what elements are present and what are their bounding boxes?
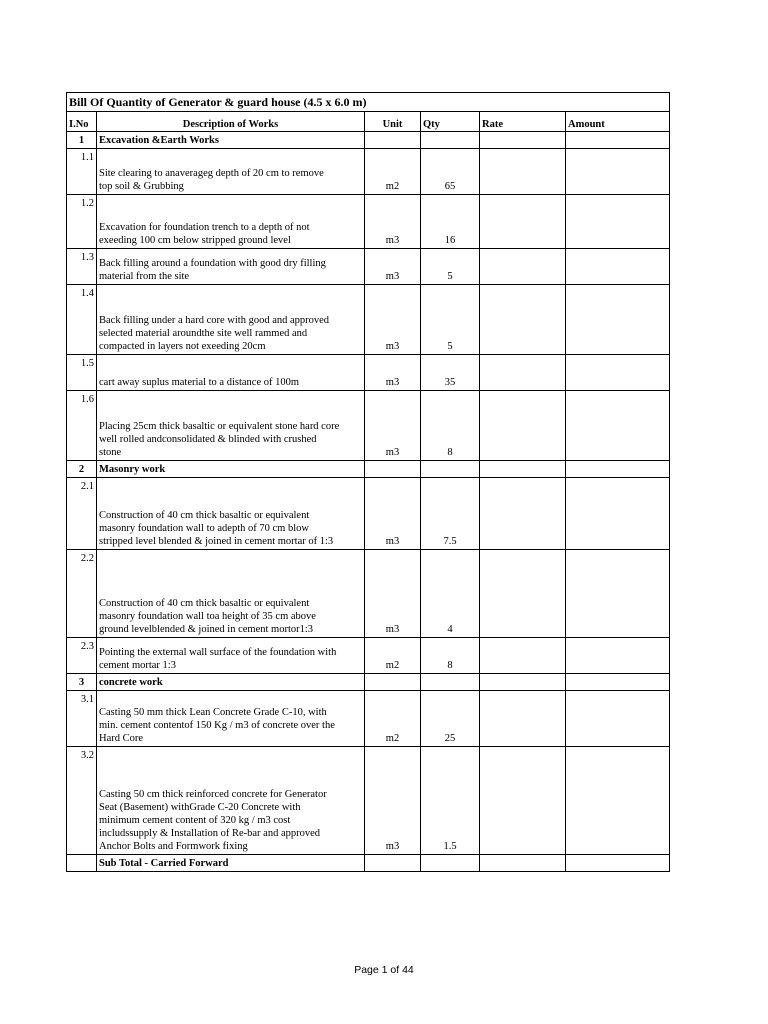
item-unit: m2 bbox=[365, 149, 421, 195]
item-rate bbox=[480, 285, 566, 355]
item-row bbox=[67, 550, 670, 638]
item-rate bbox=[480, 747, 566, 855]
section-number: 1 bbox=[67, 132, 97, 149]
section-title: Masonry work bbox=[97, 461, 365, 478]
item-qty: 5 bbox=[421, 285, 480, 355]
item-amount bbox=[566, 747, 670, 855]
header-description: Description of Works bbox=[97, 112, 365, 132]
item-number: 3.2 bbox=[67, 747, 97, 855]
subtotal-amount bbox=[566, 855, 670, 872]
item-unit: m3 bbox=[365, 355, 421, 391]
item-amount bbox=[566, 355, 670, 391]
item-amount bbox=[566, 149, 670, 195]
item-qty: 1.5 bbox=[421, 747, 480, 855]
item-unit: m3 bbox=[365, 747, 421, 855]
item-row bbox=[67, 747, 670, 855]
item-rate bbox=[480, 195, 566, 249]
item-qty: 7.5 bbox=[421, 478, 480, 550]
item-description: Back filling around a foundation with good dry filling material from the site bbox=[97, 249, 365, 285]
item-qty: 65 bbox=[421, 149, 480, 195]
item-number: 2.2 bbox=[67, 550, 97, 638]
item-row bbox=[67, 691, 670, 747]
item-description: Excavation for foundation trench to a depth of not exeeding 100 cm below stripped ground level bbox=[97, 195, 365, 249]
section-row bbox=[67, 461, 670, 478]
item-description: Casting 50 mm thick Lean Concrete Grade C-10, with min. cement contentof 150 Kg / m3 of concrete over the Hard Core bbox=[97, 691, 365, 747]
item-description: Casting 50 cm thick reinforced concrete for Generator Seat (Basement) withGrade C-20 Concrete with minimum cement content of 320 kg / m3 cost includssupply & Installation of Re-bar and approved Anchor Bolts and Formwork fixing bbox=[97, 747, 365, 855]
item-row bbox=[67, 355, 670, 391]
item-unit: m3 bbox=[365, 195, 421, 249]
item-row bbox=[67, 478, 670, 550]
item-row bbox=[67, 195, 670, 249]
item-qty: 16 bbox=[421, 195, 480, 249]
item-number: 1.5 bbox=[67, 355, 97, 391]
item-row bbox=[67, 638, 670, 674]
item-qty: 5 bbox=[421, 249, 480, 285]
section-title: concrete work bbox=[97, 674, 365, 691]
item-row bbox=[67, 149, 670, 195]
page-footer: Page 1 of 44 bbox=[354, 964, 414, 976]
header-amount: Amount bbox=[566, 112, 670, 132]
header-no: I.No bbox=[67, 112, 97, 132]
item-unit: m3 bbox=[365, 478, 421, 550]
header-unit: Unit bbox=[365, 112, 421, 132]
item-number: 3.1 bbox=[67, 691, 97, 747]
item-number: 1.1 bbox=[67, 149, 97, 195]
item-number: 1.4 bbox=[67, 285, 97, 355]
item-row bbox=[67, 391, 670, 461]
item-qty: 8 bbox=[421, 638, 480, 674]
item-amount bbox=[566, 391, 670, 461]
item-rate bbox=[480, 638, 566, 674]
item-rate bbox=[480, 391, 566, 461]
item-qty: 25 bbox=[421, 691, 480, 747]
item-description: Back filling under a hard core with good and approved selected material aroundthe site well rammed and compacted in layers not exeeding 20cm bbox=[97, 285, 365, 355]
item-number: 1.3 bbox=[67, 249, 97, 285]
item-row bbox=[67, 285, 670, 355]
item-rate bbox=[480, 355, 566, 391]
item-rate bbox=[480, 550, 566, 638]
item-description: Construction of 40 cm thick basaltic or equivalent masonry foundation wall toa height of 35 cm above ground levelblended & joined in cement mortor1:3 bbox=[97, 550, 365, 638]
title-row bbox=[67, 93, 670, 112]
item-number: 2.1 bbox=[67, 478, 97, 550]
header-qty: Qty bbox=[421, 112, 480, 132]
item-description: Placing 25cm thick basaltic or equivalent stone hard core well rolled andconsolidated & blinded with crushed stone bbox=[97, 391, 365, 461]
item-qty: 35 bbox=[421, 355, 480, 391]
item-number: 1.2 bbox=[67, 195, 97, 249]
item-description: Construction of 40 cm thick basaltic or equivalent masonry foundation wall to adepth of 70 cm blow stripped level blended & joined in cement mortar of 1:3 bbox=[97, 478, 365, 550]
section-row bbox=[67, 132, 670, 149]
item-unit: m3 bbox=[365, 550, 421, 638]
item-unit: m3 bbox=[365, 391, 421, 461]
item-rate bbox=[480, 149, 566, 195]
item-unit: m3 bbox=[365, 249, 421, 285]
item-number: 1.6 bbox=[67, 391, 97, 461]
item-qty: 8 bbox=[421, 391, 480, 461]
section-title: Excavation &Earth Works bbox=[97, 132, 365, 149]
header-rate: Rate bbox=[480, 112, 566, 132]
subtotal-row bbox=[67, 855, 670, 872]
item-unit: m3 bbox=[365, 285, 421, 355]
item-unit: m2 bbox=[365, 691, 421, 747]
section-number: 3 bbox=[67, 674, 97, 691]
item-rate bbox=[480, 478, 566, 550]
item-qty: 4 bbox=[421, 550, 480, 638]
item-amount bbox=[566, 691, 670, 747]
section-number: 2 bbox=[67, 461, 97, 478]
item-amount bbox=[566, 638, 670, 674]
item-number: 2.3 bbox=[67, 638, 97, 674]
section-row bbox=[67, 674, 670, 691]
item-row bbox=[67, 249, 670, 285]
item-description: Site clearing to anaverageg depth of 20 cm to remove top soil & Grubbing bbox=[97, 149, 365, 195]
item-amount bbox=[566, 478, 670, 550]
header-row bbox=[67, 112, 670, 132]
item-description: Pointing the external wall surface of the foundation with cement mortar 1:3 bbox=[97, 638, 365, 674]
item-amount bbox=[566, 195, 670, 249]
table-title: Bill Of Quantity of Generator & guard house (4.5 x 6.0 m) bbox=[67, 93, 670, 112]
item-amount bbox=[566, 249, 670, 285]
item-description: cart away suplus material to a distance of 100m bbox=[97, 355, 365, 391]
item-amount bbox=[566, 550, 670, 638]
item-rate bbox=[480, 249, 566, 285]
item-rate bbox=[480, 691, 566, 747]
item-amount bbox=[566, 285, 670, 355]
item-unit: m2 bbox=[365, 638, 421, 674]
subtotal-label: Sub Total - Carried Forward bbox=[97, 855, 365, 872]
boq-table bbox=[66, 92, 670, 872]
